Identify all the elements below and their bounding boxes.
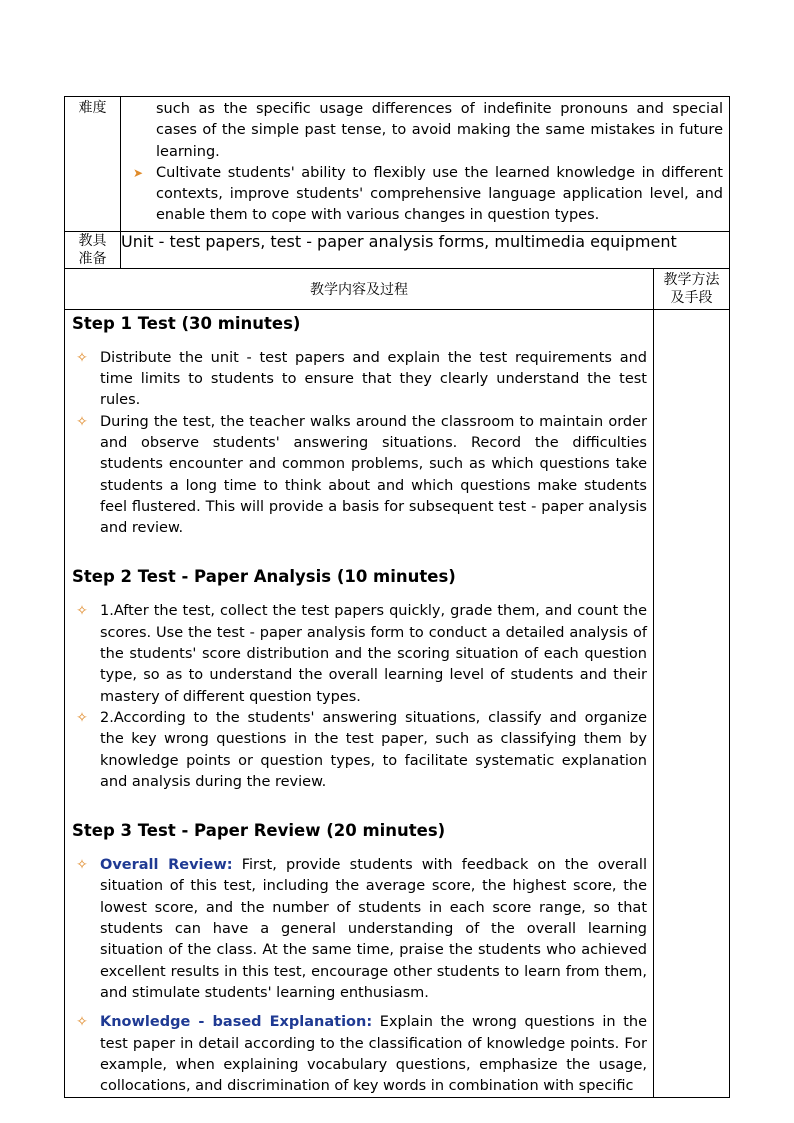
difficulty-bullet-text: Cultivate students' ability to flexibly use the learned knowledge in different contexts, improve students' comprehensive language application level, and enable them to cope with various changes in question types. (156, 164, 723, 224)
diamond-bullet-icon: ✧ (76, 1014, 88, 1031)
overall-review-text: First, provide students with feedback on the overall situation of this test, including the average score, the highest score, the lowest score, and the number of students in each score range, so that students can have a general understanding of the overall learning situation of the class. At the same time, praise the students who achieved excellent results in this test, encourage other students to learn from them, and stimulate students' learning enthusiasm. (100, 857, 647, 1001)
diamond-bullet-icon: ✧ (76, 413, 88, 430)
tools-label (65, 231, 121, 268)
knowledge-explanation-text: Explain the wrong questions in the test paper in detail according to the classification of knowledge points. For example, when explaining vocabulary questions, emphasize the usage, collocations, and discrimination of key words in combination with specific (100, 1014, 647, 1095)
diamond-bullet-icon: ✧ (76, 857, 88, 874)
tools-label-text: 教具准备 (78, 232, 107, 267)
method-header-text: 教学方法及手段 (663, 271, 720, 306)
lesson-plan-table (64, 96, 730, 1098)
diamond-bullet-icon: ✧ (76, 603, 88, 620)
overall-review-keyword: Overall Review: (100, 857, 233, 874)
difficulty-continued-text: such as the specific usage differences of indefinite pronouns and special cases of the simple past tense, to avoid making the same mistakes in future learning. (156, 101, 723, 160)
tools-text: Unit - test papers, test - paper analysis forms, multimedia equipment (121, 231, 730, 268)
arrow-bullet-icon: ➤ (132, 165, 144, 180)
diamond-bullet-icon: ✧ (76, 349, 88, 366)
difficulty-bullet (121, 163, 729, 227)
diamond-bullet-icon: ✧ (76, 709, 88, 726)
content-cell (65, 309, 654, 1098)
knowledge-explanation-keyword: Knowledge - based Explanation: (100, 1014, 373, 1031)
step-1-item-text: During the test, the teacher walks around the classroom to maintain order and observe students' answering situations. Record the difficulties students encounter and common problems, such as which questions take students a long time to think about and which questions make students feel flustered. This will provide a basis for subsequent test - paper analysis and review. (100, 413, 647, 537)
difficulty-row (65, 97, 730, 232)
step-2-item (65, 708, 653, 793)
step-1-item (65, 412, 653, 540)
method-cell (654, 309, 730, 1098)
step-2-item-text: 1.After the test, collect the test papers quickly, grade them, and count the scores. Use the test - paper analysis form to conduct a detailed analysis of the students' score distribution and the scoring situation of each question type, so as to understand the overall learning level of students and their mastery of different question types. (100, 603, 647, 705)
step-1-item-text: Distribute the unit - test papers and explain the test requirements and time limits to students to ensure that they clearly understand the test rules. (100, 349, 647, 409)
content-header: 教学内容及过程 (65, 268, 654, 309)
step-2-item-text: 2.According to the students' answering situations, classify and organize the key wrong questions in the test paper, such as classifying them by knowledge points or question types, to facilitate systematic explanation and analysis during the review. (100, 709, 647, 790)
tools-row (65, 231, 730, 268)
content-row (65, 309, 730, 1098)
step-2-title: Step 2 Test - Paper Analysis (10 minutes) (72, 567, 456, 587)
step-3-title: Step 3 Test - Paper Review (20 minutes) (72, 821, 446, 841)
header-row (65, 268, 730, 309)
step-3-item (65, 855, 653, 1004)
step-2-item (65, 601, 653, 707)
step-3-item (65, 1012, 653, 1097)
difficulty-content (121, 97, 730, 232)
step-1-item (65, 348, 653, 412)
step-1-title: Step 1 Test (30 minutes) (72, 313, 301, 333)
method-header (654, 268, 730, 309)
difficulty-label: 难度 (65, 97, 121, 232)
